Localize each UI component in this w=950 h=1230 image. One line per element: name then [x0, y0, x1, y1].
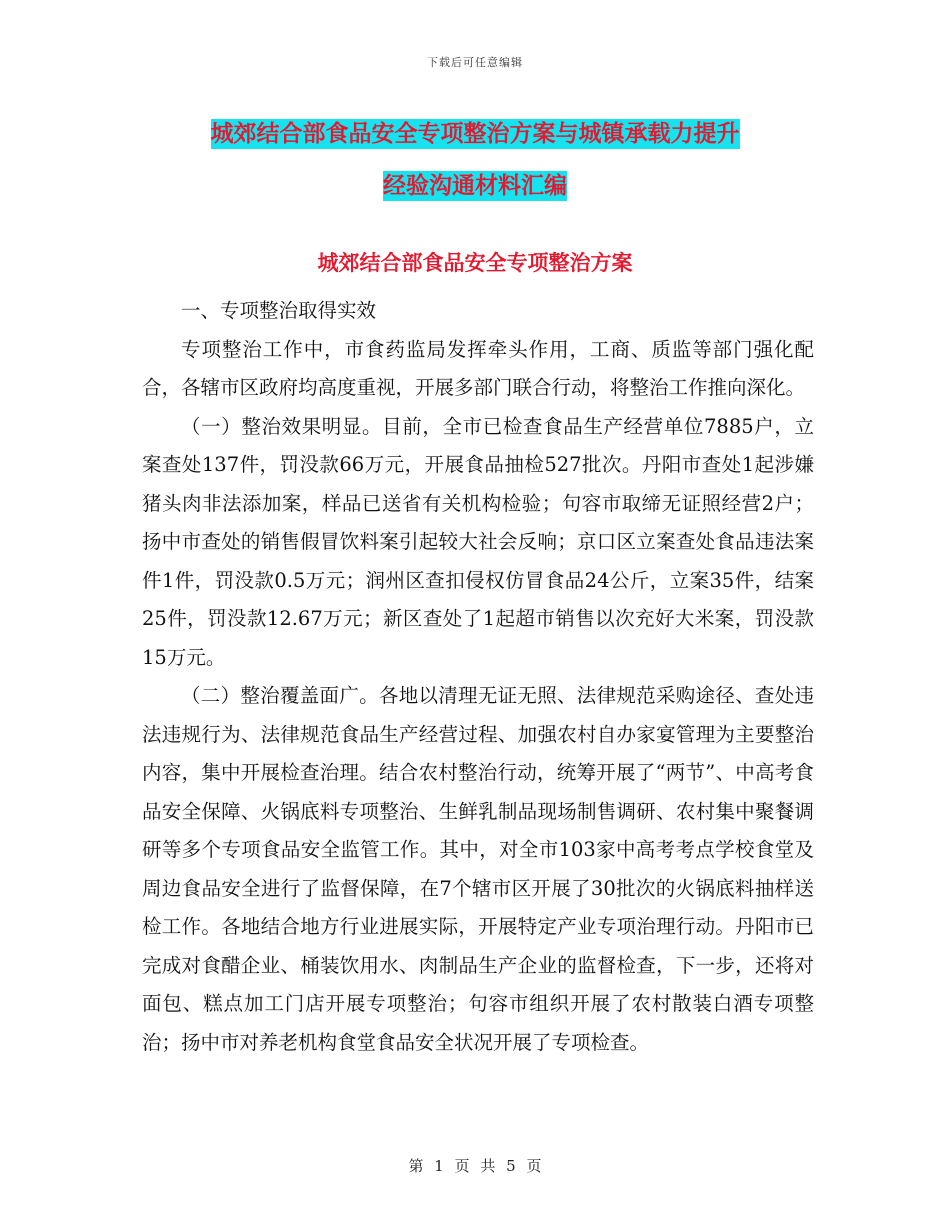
- document-title-line1: 城郊结合部食品安全专项整治方案与城镇承载力提升: [210, 121, 740, 147]
- section-title: 城郊结合部食品安全专项整治方案: [317, 251, 633, 275]
- heading-1: 一、专项整治取得实效: [181, 299, 377, 322]
- page-header: 下载后可任意编辑: [427, 56, 523, 69]
- document-title-line2: 经验沟通材料汇编: [383, 173, 567, 199]
- document-body: [142, 292, 814, 1062]
- page-footer: 第 1 页 共 5 页: [408, 1157, 542, 1175]
- paragraph-1: 专项整治工作中，市食药监局发挥牵头作用，工商、质监等部门强化配合，各辖市区政府均高度重视，开展多部门联合行动，将整治工作推向深化。: [142, 337, 814, 399]
- document-title: [150, 108, 800, 212]
- paragraph-2: （一）整治效果明显。目前，全市已检查食品生产经营单位7885户，立案查处137件，罚没款66万元，开展食品抽检527批次。丹阳市查处1起涉嫌猪头肉非法添加案，样品已送省有关机构检验；句容市取缔无证照经营2户；扬中市查处的销售假冒饮料案引起较大社会反响；京口区立案查处食品违法案件1件，罚没款0.5万元；润州区查扣侵权仿冒食品24公斤，立案35件，结案25件，罚没款12.67万元；新区查处了1起超市销售以次充好大米案，罚没款15万元。: [142, 414, 814, 669]
- paragraph-3: （二）整治覆盖面广。各地以清理无证无照、法律规范采购途径、查处违法违规行为、法律规范食品生产经营过程、加强农村自办家宴管理为主要整治内容，集中开展检查治理。结合农村整治行动，统筹开展了“两节”、中高考食品安全保障、火锅底料专项整治、生鲜乳制品现场制售调研、农村集中聚餐调研等多个专项食品安全监管工作。其中，对全市103家中高考考点学校食堂及周边食品安全进行了监督保障，在7个辖市区开展了30批次的火锅底料抽样送检工作。各地结合地方行业进展实际，开展特定产业专项治理行动。丹阳市已完成对食醋企业、桶装饮用水、肉制品生产企业的监督检查，下一步，还将对面包、糕点加工门店开展专项整治；句容市组织开展了农村散装白酒专项整治；扬中市对养老机构食堂食品安全状况开展了专项检查。: [142, 684, 814, 1054]
